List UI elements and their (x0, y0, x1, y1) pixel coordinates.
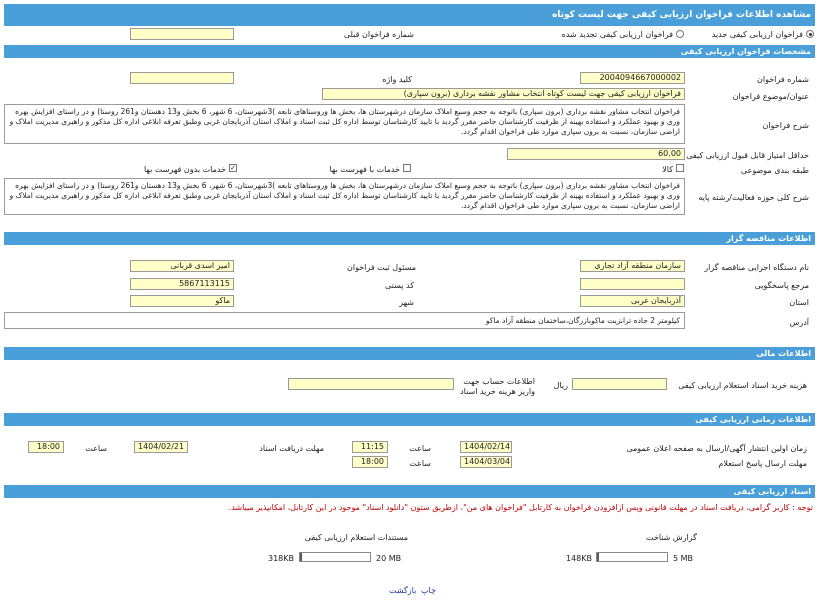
address-box[interactable]: کیلومتر 2 جاده ترانزیت ماکوبازرگان،ساختمان منطقه آزاد ماکو (4, 312, 685, 329)
account-label-line2: واریز هزینه خرید اسناد (460, 387, 535, 396)
answer-time-label: ساعت (409, 459, 431, 468)
keyword-field[interactable] (130, 72, 234, 84)
publish-label: زمان اولین انتشار آگهی/ارسال به صفحه اعلان عمومی (626, 444, 807, 453)
org-section-header: اطلاعات مناقصه گزار (4, 232, 815, 245)
reference-label: مرجع پاسخگویی (754, 281, 809, 290)
report-progress-bar (596, 552, 668, 562)
account-field[interactable] (288, 378, 454, 390)
scope-label: شرح کلی حوزه فعالیت/رشته پایه (698, 193, 809, 202)
publish-time-field[interactable]: 11:15 (352, 441, 388, 453)
receive-time-label: ساعت (85, 444, 107, 453)
registrar-field[interactable]: امیر اسدی قربانی (130, 260, 234, 272)
timing-section-header: اطلاعات زمانی ارزیابی کیفی (4, 413, 815, 426)
finance-section-header: اطلاعات مالی (4, 347, 815, 360)
spec-section-header: مشخصات فراخوان ارزیابی کیفی (4, 45, 815, 58)
subject-label: عنوان/موضوع فراخوان (732, 92, 809, 101)
receive-date-field[interactable]: 1404/02/21 (134, 441, 188, 453)
city-label: شهر (399, 298, 414, 307)
publish-time-label: ساعت (409, 444, 431, 453)
description-label: شرح فراخوان (762, 121, 809, 130)
number-label: شماره فراخوان (757, 75, 809, 84)
number-field[interactable]: 2004094667000002 (580, 72, 685, 84)
answer-label: مهلت ارسال پاسخ استعلام (718, 459, 807, 468)
receive-time-field[interactable]: 18:00 (28, 441, 64, 453)
print-link[interactable]: چاپ (421, 586, 436, 595)
inquiry-label: مستندات استعلام ارزیابی کیفی (304, 533, 408, 542)
subject-field[interactable]: فراخوان ارزیابی کیفی جهت لیست کوتاه انتخاب مشاور نقشه برداری (برون سپاری) (322, 88, 685, 100)
inquiry-max: 20 MB (376, 554, 402, 563)
prev-number-label: شماره فراخوان قبلی (343, 30, 414, 39)
docs-notice: توجه : کاربر گرامی، دریافت اسناد در مهلت قانونی وپس ازافزودن فراخوان به کارتابل "فراخوان های من"، ازطریق ستون "دانلود اسناد" موجود در این کارتابل، امکانپذیر میباشد. (228, 503, 813, 512)
category-listed-checkbox[interactable] (403, 164, 411, 172)
category-unlisted-label: خدمات بدون فهرست بها (143, 165, 226, 174)
category-goods-label: کالا (662, 165, 673, 174)
keyword-label: کلید واژه (382, 75, 412, 84)
report-progress-fill (597, 553, 599, 561)
postal-label: کد پستی (385, 281, 414, 290)
inquiry-progress-bar (299, 552, 371, 562)
description-box[interactable]: فراخوان انتخاب مشاور نقشه برداری (برون سپاری) باتوجه به حجم وسیع املاک سازمان درشهرستان ها، بخش ها وروستاهای تابعه )3شهرستان، 6 شهر، 6 بخش و13 دهستان و261 روستا) و در راستای افزایش بهره وری و بهبود عملکرد و استفاده بهینه از ظرفیت کارشناسان حاضر مقرر گردید با تایید کارشناسان توسط اداره کل ثبت اسناد و املاک استان آذربایجان غربی وطبق تعرفه ابلاغی اداره کل مذکور و راهبری مدیریت املاک و اراضی سازمان، نسبت به برون سپاری موارد طی فراخوان اقدام گردد. (4, 104, 685, 144)
scope-box[interactable]: فراخوان انتخاب مشاور نقشه برداری (برون سپاری) باتوجه به حجم وسیع املاک سازمان درشهرستان ها، بخش ها وروستاهای تابعه )3شهرستان، 6 شهر، 6 بخش و13 دهستان و261 روستا) و در راستای افزایش بهره وری و بهبود عملکرد و استفاده بهینه از ظرفیت کارشناسان حاضر مقرر گردید با تایید کارشناسان توسط اداره کل ثبت اسناد و املاک استان آذربایجان غربی وطبق تعرفه ابلاغی اداره کل مذکور و راهبری مدیریت املاک و اراضی سازمان، نسبت به برون سپاری موارد طی فراخوان اقدام گردد. (4, 178, 685, 215)
report-max: 5 MB (673, 554, 694, 563)
registrar-label: مسئول ثبت فراخوان (347, 263, 416, 272)
cost-field[interactable] (572, 378, 667, 390)
radio-new-label: فراخوان ارزیابی کیفی جدید (711, 30, 803, 39)
min-score-label: حداقل امتیاز قابل قبول ارزیابی کیفی (686, 151, 809, 160)
category-listed-label: خدمات با فهرست بها (329, 165, 400, 174)
answer-date-field[interactable]: 1404/03/04 (460, 456, 512, 468)
radio-new[interactable] (806, 30, 814, 38)
answer-time-field[interactable]: 18:00 (352, 456, 388, 468)
cost-label: هزینه خرید اسناد استعلام ارزیابی کیفی (678, 381, 807, 390)
category-goods-checkbox[interactable] (676, 164, 684, 172)
report-size: 148KB (566, 554, 593, 563)
report-label: گزارش شناخت (646, 533, 697, 542)
page-title: مشاهده اطلاعات فراخوان ارزیابی کیفی جهت لیست کوتاه (4, 4, 815, 26)
category-label: طبقه بندی موضوعی (740, 166, 809, 175)
min-score-field[interactable]: 60.00 (507, 148, 685, 160)
radio-renew-label: فراخوان ارزیابی کیفی تجدید شده (561, 30, 673, 39)
address-label: آدرس (789, 318, 809, 327)
receive-label: مهلت دریافت اسناد (259, 444, 324, 453)
radio-renew[interactable] (676, 30, 684, 38)
prev-number-field[interactable] (130, 28, 234, 40)
inquiry-progress-fill (300, 553, 302, 561)
category-unlisted-checkbox[interactable] (229, 164, 237, 172)
province-label: استان (789, 298, 809, 307)
province-field[interactable]: آذربایجان غربی (580, 295, 685, 307)
back-link[interactable]: بازگشت (389, 586, 417, 595)
docs-section-header: اسناد ارزیابی کیفی (4, 485, 815, 498)
org-name-label: نام دستگاه اجرایی مناقصه گزار (704, 263, 809, 272)
postal-field[interactable]: 5867113115 (130, 278, 234, 290)
cost-unit: ریال (553, 381, 568, 390)
reference-field[interactable] (580, 278, 685, 290)
org-name-field[interactable]: سازمان منطقه آزاد تجاری (580, 260, 685, 272)
publish-date-field[interactable]: 1404/02/14 (460, 441, 512, 453)
account-label-line1: اطلاعات حساب جهت (463, 377, 535, 386)
city-field[interactable]: ماکو (130, 295, 234, 307)
inquiry-size: 318KB (268, 554, 295, 563)
